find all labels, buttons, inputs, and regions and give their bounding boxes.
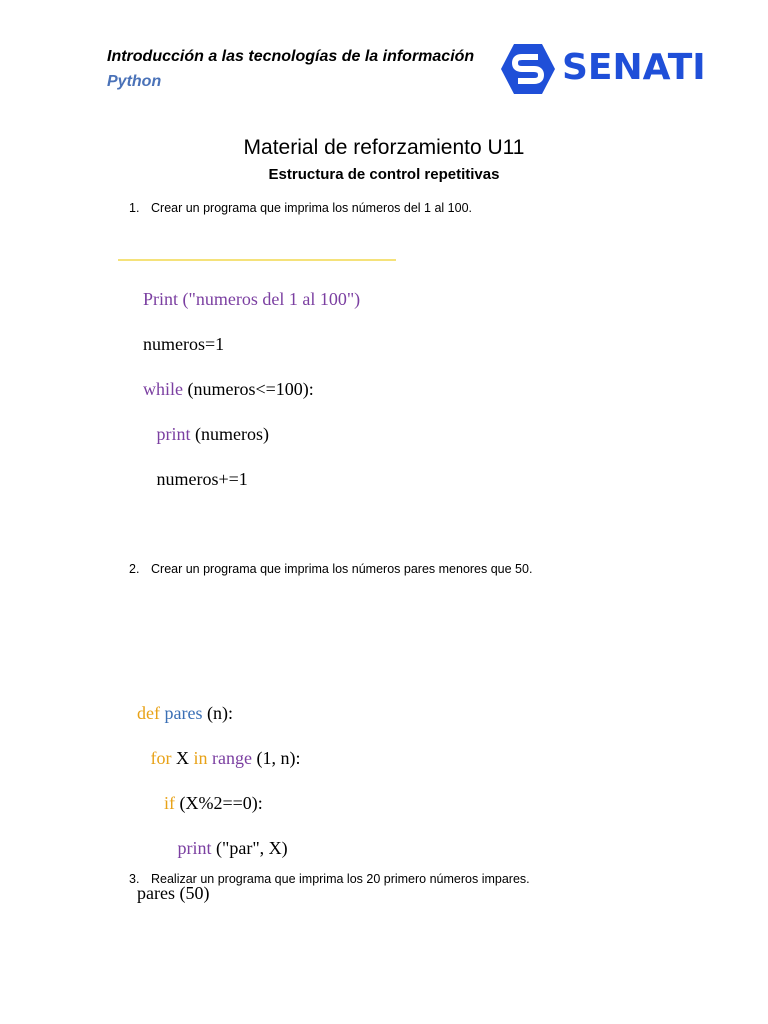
question-text: Crear un programa que imprima los números del 1 al 100. <box>151 201 472 215</box>
code-keyword: print <box>177 837 212 858</box>
code-text: (numeros) <box>190 423 269 444</box>
code-text: (1, n): <box>252 747 301 768</box>
question-number: 1. <box>129 201 140 215</box>
code-line: numeros+=1 <box>143 468 248 489</box>
code-highlight-rule <box>118 259 396 261</box>
code-line <box>137 747 301 770</box>
question-text: Crear un programa que imprima los números pares menores que 50. <box>151 562 533 576</box>
code-line <box>143 288 360 311</box>
header-subtitle: Python <box>107 73 162 90</box>
document-title: Material de reforzamiento U11 <box>243 136 525 159</box>
code-text: X <box>171 747 194 768</box>
question-text: Realizar un programa que imprima los 20 primero números impares. <box>151 872 530 886</box>
logo-text: SENATI <box>562 47 706 88</box>
question-number: 3. <box>129 872 140 886</box>
code-indent <box>137 748 151 768</box>
code-line <box>137 702 301 725</box>
code-function: range <box>207 747 252 768</box>
code-indent <box>137 838 178 858</box>
senati-logo-icon <box>500 42 556 96</box>
code-keyword: for <box>150 747 172 768</box>
code-line <box>143 423 360 446</box>
code-line <box>137 837 301 860</box>
code-text: ("numeros del 1 al 100") <box>178 288 361 309</box>
senati-logo <box>500 42 706 96</box>
code-text: (X%2==0): <box>175 792 263 813</box>
code-indent <box>137 793 164 813</box>
code-line: pares (50) <box>137 882 210 903</box>
code-line <box>143 378 360 401</box>
code-keyword: if <box>164 792 175 813</box>
code-text: (n): <box>202 702 233 723</box>
code-keyword: print <box>156 423 191 444</box>
question-number: 2. <box>129 562 140 576</box>
code-text: (numeros<=100): <box>183 378 314 399</box>
code-text: ("par", X) <box>211 837 288 858</box>
code-block-2 <box>137 679 301 927</box>
code-line <box>137 792 301 815</box>
code-keyword: def <box>137 702 160 723</box>
document-subtitle: Estructura de control repetitivas <box>268 166 500 183</box>
header-title: Introducción a las tecnologías de la información <box>107 48 475 65</box>
code-keyword: in <box>193 747 208 768</box>
code-keyword: Print <box>143 288 179 309</box>
code-line: numeros=1 <box>143 333 225 354</box>
question-3 <box>129 872 530 886</box>
code-indent <box>143 424 157 444</box>
question-1 <box>129 201 472 215</box>
code-function: pares <box>159 702 203 723</box>
question-2 <box>129 562 532 576</box>
code-keyword: while <box>143 378 183 399</box>
code-block-1 <box>143 265 360 513</box>
